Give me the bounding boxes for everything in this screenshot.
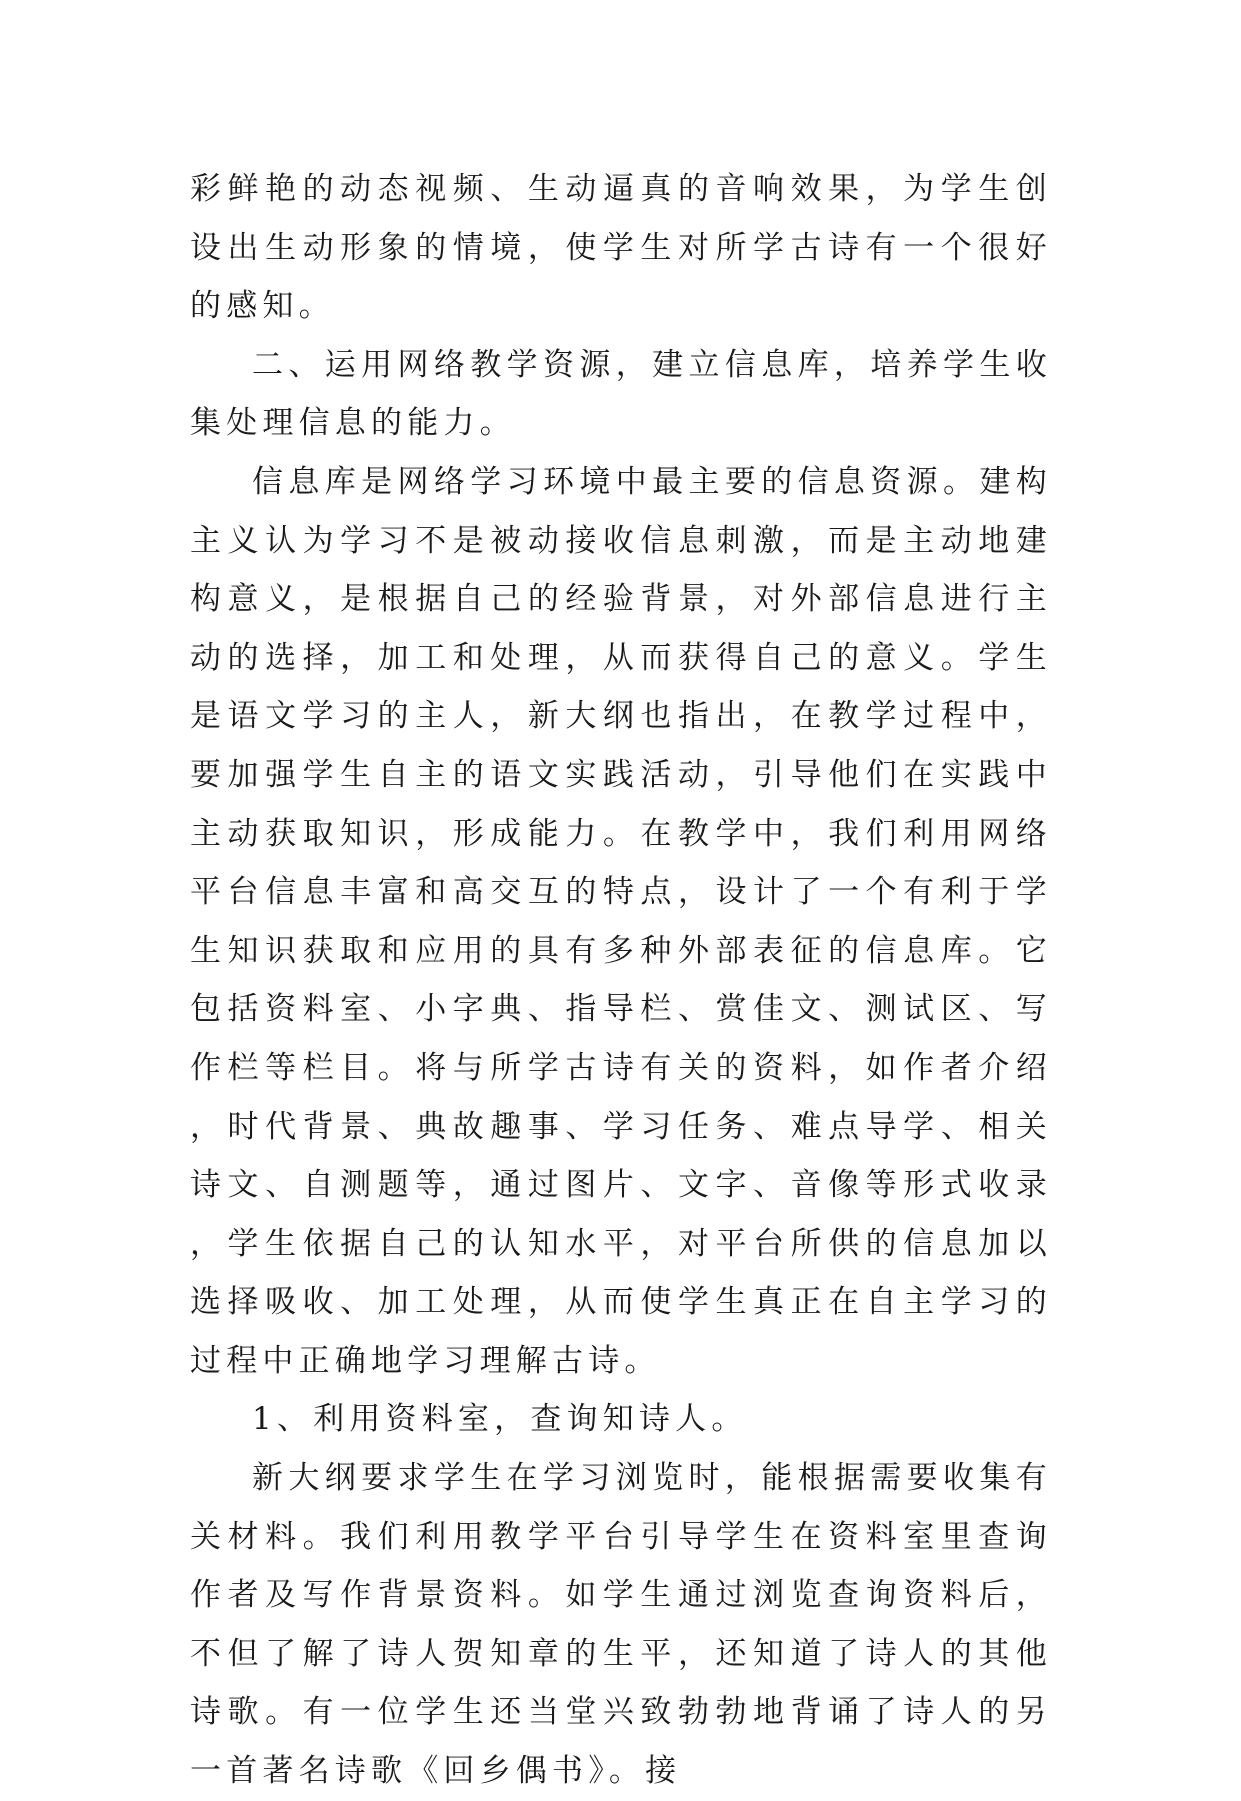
paragraph-new-syllabus: 新大纲要求学生在学习浏览时，能根据需要收集有关材料。我们利用教学平台引导学生在资料室里查询作者及写作背景资料。如学生通过浏览查询资料后，不但了解了诗人贺知章的生平，还知道了诗人的其他诗歌。有一位学生还当堂兴致勃勃地背诵了诗人的另一首著名诗歌《回乡偶书》。接	[190, 1460, 1052, 1790]
paragraph-continuation: 彩鲜艳的动态视频、生动逼真的音响效果，为学生创设出生动形象的情境，使学生对所学古诗有一个很好的感知。	[190, 171, 1052, 325]
paragraph-information-library: 信息库是网络学习环境中最主要的信息资源。建构主义认为学习不是被动接收信息刺激，而是主动地建构意义，是根据自己的经验背景，对外部信息进行主动的选择，加工和处理，从而获得自己的意义。学生是语文学习的主人，新大纲也指出，在教学过程中，要加强学生自主的语文实践活动，引导他们在实践中主动获取知识，形成能力。在教学中，我们利用网络平台信息丰富和高交互的特点，设计了一个有利于学生知识获取和应用的具有多种外部表征的信息库。它包括资料室、小字典、指导栏、赏佳文、测试区、写作栏等栏目。将与所学古诗有关的资料，如作者介绍，时代背景、典故趣事、学习任务、难点导学、相关诗文、自测题等，通过图片、文字、音像等形式收录，学生依据自己的认知水平，对平台所供的信息加以选择吸收、加工处理，从而使学生真正在自主学习的过程中正确地学习理解古诗。	[190, 463, 1052, 1379]
subheading-reference-room: 1、利用资料室，查询知诗人。	[252, 1401, 748, 1438]
section-heading-2: 二、运用网络教学资源，建立信息库，培养学生收集处理信息的能力。	[190, 346, 1052, 442]
document-body	[190, 160, 1052, 1801]
